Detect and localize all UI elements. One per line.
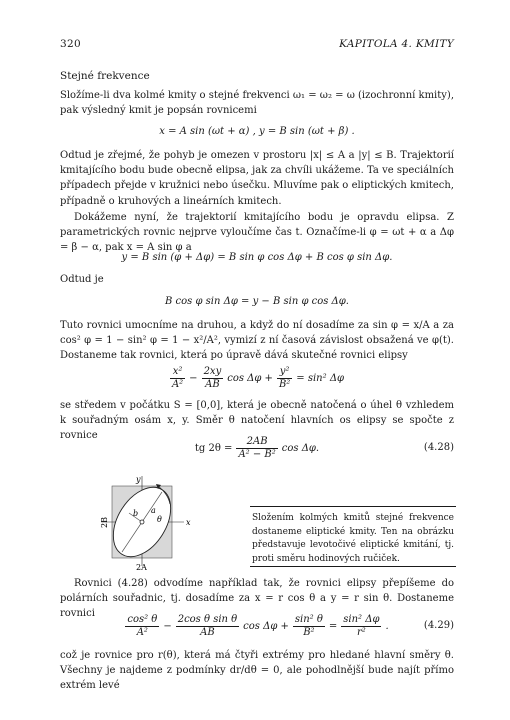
equation-number-4-28: (4.28) [423, 442, 454, 453]
caption-rule-bottom [250, 566, 456, 567]
equation-tg: tg 2θ = $\frac{2AB}{\text{A² − B²}}$ cos Δφ. [194, 436, 320, 460]
figure-caption: Složením kolmých kmitů stejné frekvence dostaneme eliptické kmity. Ten na obrázku představuje levotočivé eliptické kmitání, tj. proti směru hodinových ručiček. [252, 513, 454, 564]
paragraph-2: Odtud je zřejmé, že pohyb je omezen v prostoru |x| ≤ A a |y| ≤ B. Trajektorií kmitajícího bodu bude obecně elipsa, jak za chvíli ukážeme. Ta ve speciálních případech přejde v kružnici nebo úsečku. Mluvíme pak o eliptických kmitech, případně o kruhových a lineárních kmitech. [60, 150, 454, 207]
paragraph-3: Dokážeme nyní, že trajektorií kmitajícího bodu je opravdu elipsa. Z parametrických rovnic nejprve vyloučíme čas t. Označíme-li φ = ωt + α a Δφ = β − α, pak x = A sin φ a [60, 212, 454, 254]
paragraph-7: Rovnici (4.28) odvodíme například tak, že rovnici elipsy přepíšeme do polárních souřadnic, tj. dosadíme za x = r cos θ a y = r sin θ. Dostaneme rovnici [60, 578, 454, 620]
section-title: Stejné frekvence [60, 70, 150, 82]
label-theta: θ [157, 515, 162, 524]
label-y: y [136, 475, 141, 484]
fraction: $\frac{\text{2cos θ sin θ}}{AB}$ [177, 614, 238, 638]
fraction: $\frac{\text{sin² Δφ}}{\text{r²}}$ [343, 614, 380, 638]
label-x: x [186, 518, 191, 527]
fraction: $\frac{2xy}{AB}$ [203, 366, 222, 390]
equation-ellipse: $\frac{\text{x²}}{\text{A²}}$ − $\frac{2xy}{AB}$ cos Δφ + $\frac{\text{y²}}{\text{B²}}$ = sin² Δφ [171, 366, 345, 390]
label-b: b [133, 509, 139, 518]
label-a: a [151, 506, 156, 515]
paragraph-5: Tuto rovnici umocníme na druhou, a když do ní dosadíme za sin φ = x/A a za cos² φ = 1 − sin² φ = 1 − x²/A², vymizí z ní časová závislost obsažená ve φ(t). Dostaneme tak rovnici, která po úpravě dává skutečné rovnici elipsy [60, 320, 454, 362]
equation-number-4-29: (4.29) [423, 620, 454, 631]
paragraph-6: se středem v počátku S = [0,0], která je obecně natočená o úhel θ vzhledem k souřadným osám x, y. Směr θ natočení hlavních os elipsy se spočte z rovnice [60, 400, 454, 442]
paragraph-1: Složíme-li dva kolmé kmity o stejné frekvenci ω₁ = ω₂ = ω (izochronní kmity), pak výsledný kmit je popsán rovnicemi [60, 90, 454, 117]
page-number: 320 [60, 38, 81, 50]
equation-b-cos: B cos φ sin Δφ = y − B sin φ cos Δφ. [165, 296, 349, 307]
label-2b: 2B [100, 517, 109, 528]
equation-y: y = B sin (φ + Δφ) = B sin φ cos Δφ + B cos φ sin Δφ. [121, 252, 393, 263]
fraction: $\frac{2AB}{\text{A² − B²}}$ [238, 436, 276, 460]
caption-rule-top [250, 506, 456, 507]
ellipse-figure [96, 472, 206, 572]
label-2a: 2A [136, 563, 147, 572]
origin-point [140, 520, 144, 524]
equation-parametric: x = A sin (ωt + α) , y = B sin (ωt + β) . [159, 126, 355, 137]
fraction: $\frac{\text{x²}}{\text{A²}}$ [171, 366, 184, 390]
paragraph-4: Odtud je [60, 274, 104, 285]
fraction: $\frac{\text{sin² θ}}{\text{B²}}$ [294, 614, 323, 638]
chapter-title: KAPITOLA 4. KMITY [339, 38, 454, 50]
equation-polar: $\frac{\text{cos² θ}}{\text{A²}}$ − $\frac{\text{2cos θ sin θ}}{AB}$ cos Δφ + $\frac{\text{sin² θ}}{\text{B²}}$ = $\frac{\text{sin² Δφ}}{\text{r²}}$ . [127, 614, 389, 638]
paragraph-8: což je rovnice pro r(θ), která má čtyři extrémy pro hledané hlavní směry θ. Všechny je najdeme z podmínky dr/dθ = 0, ale pohodlnější bude najít přímo extrém levé [60, 650, 454, 692]
fraction: $\frac{\text{cos² θ}}{\text{A²}}$ [127, 614, 158, 638]
fraction: $\frac{\text{y²}}{\text{B²}}$ [278, 366, 291, 390]
